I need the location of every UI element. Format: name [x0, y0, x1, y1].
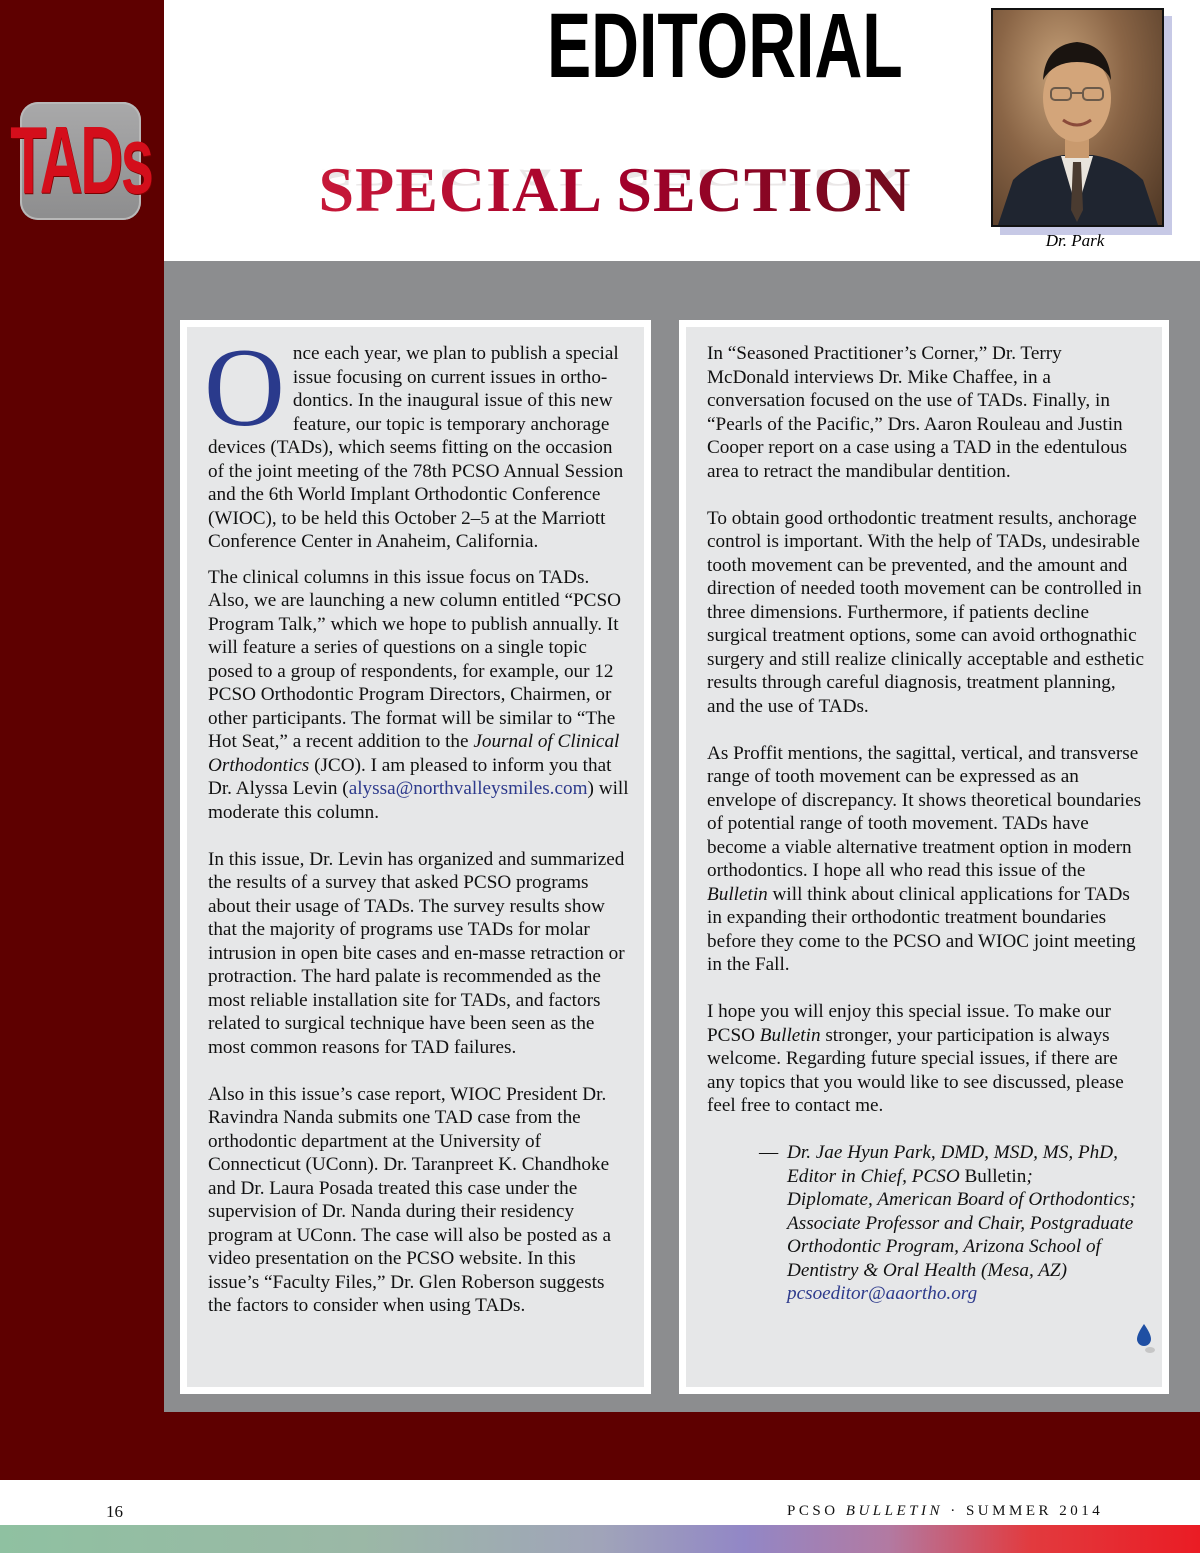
right-column-text — [707, 342, 1148, 1306]
intro-paragraph — [204, 326, 630, 554]
closing-paragraph — [707, 1000, 1148, 1118]
right-column-box — [679, 320, 1169, 1394]
signature-semicolon: ; — [1026, 1165, 1033, 1187]
section-label: EDITORIAL — [547, 0, 903, 97]
signature-title — [787, 1165, 1148, 1189]
footer-gradient-strip — [0, 1525, 1200, 1553]
water-drop-icon — [1136, 1320, 1156, 1356]
footer-pcso: PCSO — [787, 1503, 846, 1519]
signature-diplomate: Diplomate, American Board of Orthodontics; — [787, 1189, 1137, 1210]
closing-text: I hope you will enjoy this special issue. To make our PCSO — [707, 1001, 1111, 1046]
bottom-maroon-band — [164, 1412, 1200, 1480]
closing-text-2: stronger, your participation is always welcome. Regarding future special issues, if there are any topics that you would like to see discussed, please feel free to contact me. — [707, 1024, 1124, 1116]
signature-bulletin: Bulletin — [964, 1165, 1027, 1187]
tads-badge-text: TADs — [9, 107, 152, 214]
author-photo — [991, 8, 1164, 227]
intro-text: nce each year, we plan to publish a special issue focusing on current issues in orthodontics. In the inaugural issue of this new feature, our topic is temporary anchorage devices (TADs), which seems fitting on the occasion of the joint meeting of the 78th PCSO Annual Session and the 6th World Implant Orthodontic Conference (WIOC), to be held this October 2–5 at the Marriott Conference Center in Anaheim, California. — [208, 343, 624, 552]
program-talk-paragraph — [208, 566, 630, 825]
publication-footer — [787, 1503, 1103, 1520]
drop-cap: O — [204, 326, 285, 450]
editor-signature — [759, 1141, 1148, 1306]
left-column-box — [180, 320, 651, 1394]
footer-bulletin: BULLETIN — [845, 1503, 943, 1519]
proffit-text-2: will think about clinical applications for TADs in expanding their orthodontic treatment boundaries before they come to the PCSO and WIOC joint meeting in the Fall. — [707, 883, 1136, 975]
bulletin-title-2: Bulletin — [759, 1024, 821, 1046]
proffit-text: As Proffit mentions, the sagittal, vertical, and transverse range of tooth movement can be expressed as an envelope of discrepancy. It shows theoretical boundaries of potential range of tooth movement. TADs have become a viable alternative treatment option in modern orthodontics. I hope all who read this issue of the — [707, 742, 1142, 881]
anchorage-paragraph: To obtain good orthodontic treatment results, anchorage control is important. With the help of TADs, undesirable tooth movement can be prevented, and the amount and direction of needed tooth movement can be controlled in three dimensions. Furthermore, if patients decline surgical treatment options, some can avoid orthognathic surgery and still realize clinically acceptable and esthetic results through careful diagnosis, treatment planning, and the use of TADs. — [707, 507, 1145, 717]
portrait-photo — [993, 10, 1162, 225]
program-talk-text: The clinical columns in this issue focus on TADs. Also, we are launching a new column entitled “PCSO Program Talk,” which we hope to publish annually. It will feature a series of questions on a single topic posed to a group of respondents, for example, our 12 PCSO Orthodontic Program Directors, Chairmen, or other participants. The format will be similar to “The Hot Seat,” a recent addition to the — [208, 566, 621, 752]
editor-email-link[interactable]: pcsoeditor@aaortho.org — [787, 1283, 978, 1304]
footer-issue: · SUMMER 2014 — [942, 1503, 1104, 1519]
bulletin-title: Bulletin — [707, 883, 768, 905]
signature-affiliation: Associate Professor and Chair, Postgraduate Orthodontic Program, Arizona School of Dentistry & Oral Health (Mesa, AZ) — [787, 1212, 1134, 1281]
case-report-paragraph: Also in this issue’s case report, WIOC President Dr. Ravindra Nanda submits one TAD case from the orthodontic department at the University of Connecticut (UConn). Dr. Taranpreet K. Chandhoke and Dr. Laura Posada treated this case under the supervision of Dr. Nanda during their residency program at UConn. The case will also be posted as a video presentation on the PCSO website. In this issue’s “Faculty Files,” Dr. Glen Roberson suggests the factors to consider when using TADs. — [208, 1083, 612, 1316]
journal-title: Journal of Clinical Orthodontics — [208, 731, 620, 776]
left-maroon-band — [0, 0, 164, 1480]
program-talk-text-3: ) will moderate this column. — [208, 778, 629, 823]
signature-dash: — — [759, 1142, 779, 1163]
survey-paragraph: In this issue, Dr. Levin has organized and summarized the results of a survey that asked PCSO programs about their usage of TADs. The survey results show that the majority of programs use TADs for molar intrusion in open bite cases and en-masse retraction or protraction. The hard palate is recommended as the most reliable installation site for TADs, and factors related to surgical technique have been seen as the most common reasons for TAD failures. — [208, 848, 625, 1058]
columns-paragraph: In “Seasoned Practitioner’s Corner,” Dr. Terry McDonald interviews Dr. Mike Chaffee, in a conversation focused on the use of TADs. Finally, in “Pearls of the Pacific,” Drs. Aaron Rouleau and Justin Cooper report on a case using a TAD in the edentulous area to retract the mandibular dentition. — [707, 343, 1128, 482]
program-talk-text-2: (JCO). I am pleased to inform you that Dr. Alyssa Levin ( — [208, 754, 612, 799]
page-number: 16 — [106, 1502, 123, 1521]
proffit-paragraph — [707, 742, 1148, 977]
levin-email-link[interactable]: alyssa@northvalleysmiles.com — [348, 778, 588, 799]
left-column-text — [204, 326, 630, 1341]
special-section-title: SPECIAL SECTION — [300, 150, 930, 230]
tads-badge — [9, 102, 152, 220]
signature-name: Dr. Jae Hyun Park, DMD, MSD, MS, PhD, — [787, 1142, 1118, 1163]
signature-title-text: Editor in Chief, PCSO — [787, 1165, 965, 1187]
photo-caption: Dr. Park — [1045, 231, 1105, 250]
